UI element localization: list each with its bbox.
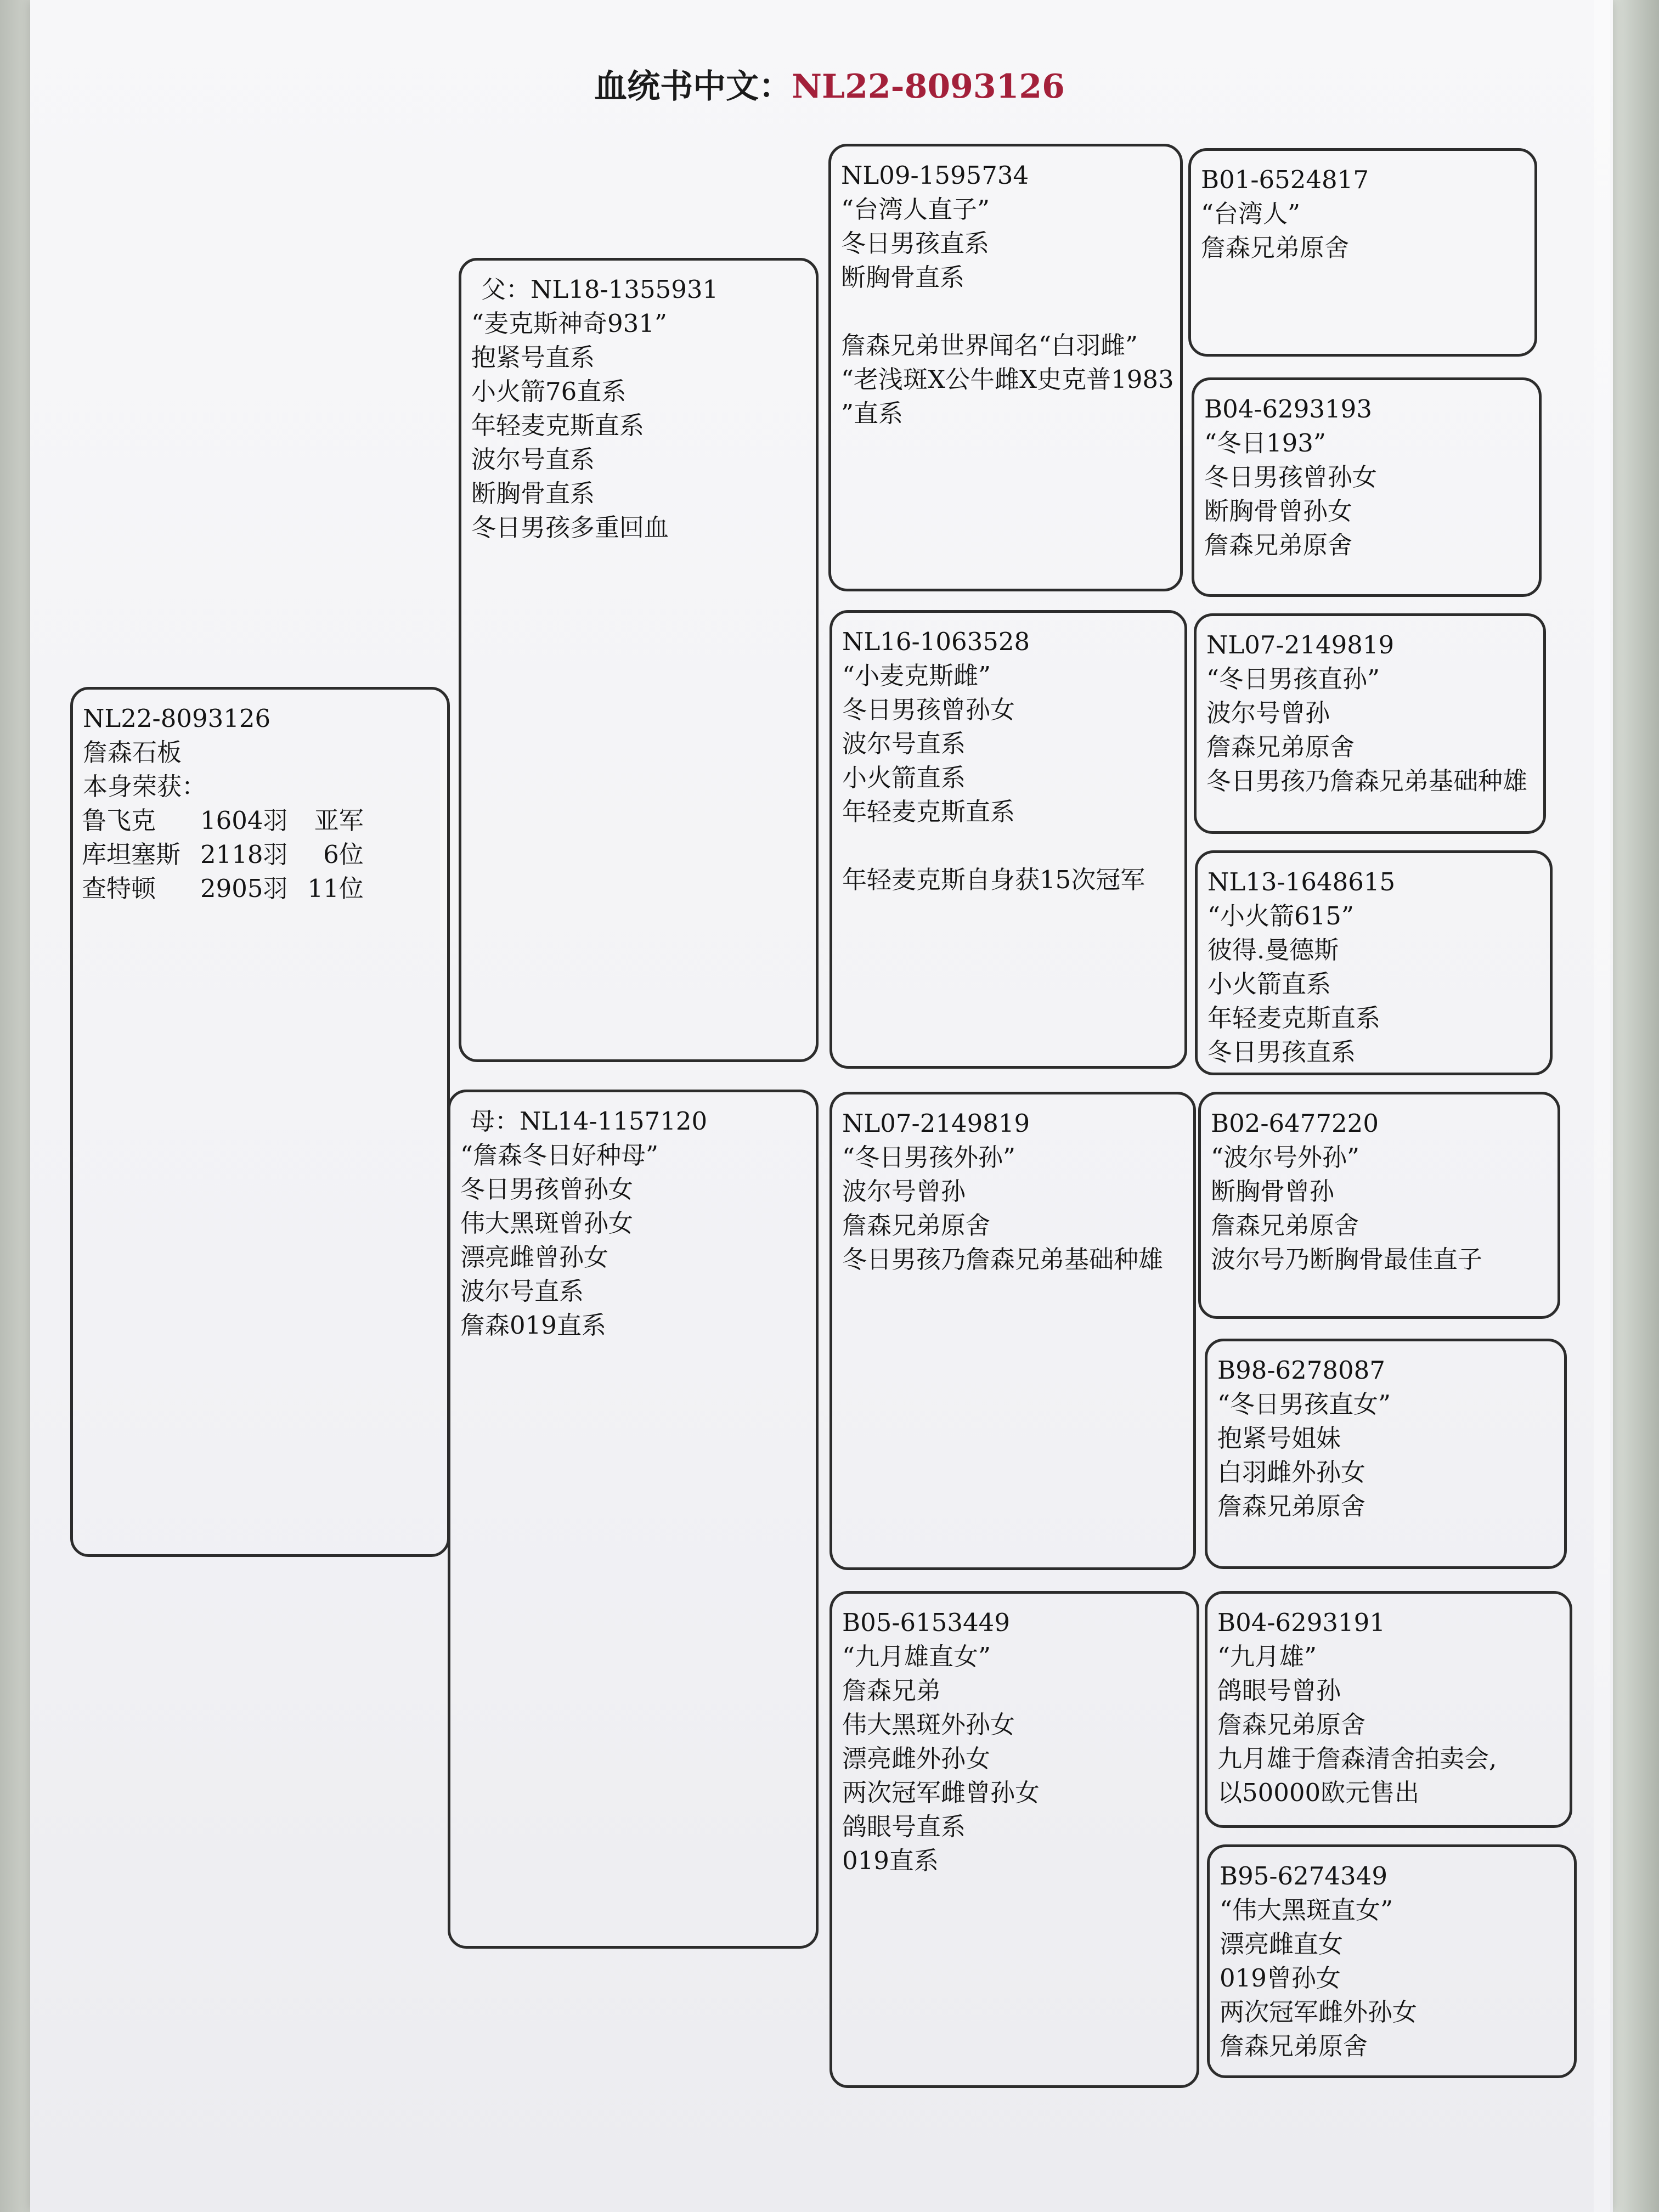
subject-card: [70, 687, 450, 1557]
plastic-sleeve-edge: [1594, 0, 1610, 2212]
detail-line: 詹森兄弟原舍: [1204, 531, 1353, 560]
dss-details: [1211, 1141, 1548, 1277]
detail-line: “詹森冬日好种母”: [460, 1141, 659, 1170]
detail-line: 波尔号曾孙: [842, 1177, 966, 1206]
sds-details: [1206, 662, 1533, 798]
detail-line: “小麦克斯雌”: [842, 661, 991, 690]
title-label: 血统书中文：: [594, 67, 792, 106]
detail-line: 冬日男孩直系: [1207, 1037, 1356, 1066]
detail-line: 詹森兄弟原舍: [1217, 1710, 1366, 1739]
dam-ring: 母：NL14-1157120: [470, 1107, 708, 1136]
sss-details: [1201, 197, 1525, 265]
detail-line: “麦克斯神奇931”: [471, 309, 667, 338]
dam-dam-card: [830, 1591, 1199, 2088]
honors-birds: 2905羽: [200, 874, 288, 903]
detail-line: 詹森兄弟世界闻名“白羽雌”: [841, 331, 1138, 360]
sire-dam-ring: NL16-1063528: [842, 627, 1030, 656]
detail-line: 波尔号直系: [471, 445, 595, 474]
honors-birds: 2118羽: [200, 840, 288, 869]
detail-line: 019曾孙女: [1220, 1963, 1341, 1993]
sire-dam-sire-card: [1194, 613, 1546, 834]
dam-details: [460, 1138, 806, 1342]
detail-line: 小火箭直系: [842, 763, 966, 792]
detail-line: 波尔号直系: [842, 729, 966, 758]
sire-sire-sire-card: [1188, 148, 1537, 357]
detail-line: “冬日男孩外孙”: [842, 1143, 1016, 1172]
detail-line: 019直系: [842, 1846, 939, 1875]
sire-dam-card: [830, 610, 1187, 1069]
dam-sire-dam-card: [1205, 1339, 1567, 1569]
detail-line: [842, 829, 1175, 863]
detail-line: 冬日男孩曾孙女: [1204, 462, 1378, 492]
title-ring-number: NL22-8093126: [792, 67, 1065, 106]
sire-details: [471, 307, 806, 545]
detail-line: 年轻麦克斯自身获15次冠军: [842, 865, 1146, 894]
sire-sire-card: [828, 144, 1183, 591]
sire-card: [459, 258, 819, 1062]
detail-line: 冬日男孩曾孙女: [842, 695, 1015, 724]
honors-rank: 亚军: [314, 806, 364, 835]
desk-background-right: [1607, 0, 1659, 2212]
dam-sire-sire-card: [1198, 1092, 1560, 1319]
honors-race: 库坦塞斯: [82, 840, 181, 869]
dam-sire-card: [830, 1092, 1196, 1570]
detail-line: “波尔号外孙”: [1211, 1143, 1360, 1172]
sire-sire-ring: NL09-1595734: [841, 161, 1029, 190]
sire-sire-dam-card: [1192, 377, 1542, 597]
dsd-details: [1217, 1387, 1554, 1523]
detail-line: 抱紧号姐妹: [1217, 1424, 1341, 1453]
sire-sire-details: [841, 193, 1174, 431]
detail-line: 漂亮雌曾孙女: [460, 1243, 609, 1272]
honors-row: [82, 804, 364, 838]
sire-ring: 父：NL18-1355931: [481, 275, 719, 304]
detail-line: ”直系: [841, 399, 904, 428]
detail-line: 鸽眼号曾孙: [1217, 1676, 1341, 1705]
detail-line: 小火箭76直系: [471, 377, 627, 406]
detail-line: “冬日193”: [1204, 428, 1326, 458]
dam-sire-ring: NL07-2149819: [842, 1109, 1030, 1138]
detail-line: “台湾人直子”: [841, 195, 990, 224]
sds-ring: NL07-2149819: [1206, 630, 1395, 659]
detail-line: 九月雄于詹森清舍拍卖会,: [1217, 1744, 1497, 1773]
dsd-ring: B98-6278087: [1217, 1356, 1385, 1385]
detail-line: 詹森兄弟原舍: [1201, 233, 1350, 262]
detail-line: “老浅斑X公牛雌X史克普1983: [841, 365, 1174, 394]
sire-dam-dam-card: [1195, 850, 1553, 1075]
dam-dam-sire-card: [1205, 1591, 1572, 1828]
honors-row: [82, 838, 364, 872]
detail-line: 断胸骨直系: [841, 263, 965, 292]
dam-dam-ring: B05-6153449: [842, 1608, 1010, 1637]
detail-line: 白羽雌外孙女: [1217, 1458, 1366, 1487]
detail-line: 小火箭直系: [1207, 969, 1331, 998]
detail-line: 断胸骨曾孙女: [1204, 496, 1353, 526]
honors-row: [82, 872, 364, 906]
detail-line: 断胸骨直系: [471, 479, 595, 508]
dss-ring: B02-6477220: [1211, 1109, 1379, 1138]
detail-line: 漂亮雌直女: [1220, 1929, 1344, 1959]
detail-line: 波尔号直系: [460, 1277, 584, 1306]
detail-line: 漂亮雌外孙女: [842, 1744, 991, 1773]
detail-line: 两次冠军雌曾孙女: [842, 1778, 1040, 1807]
detail-line: 以50000欧元售出: [1217, 1778, 1420, 1807]
detail-line: 詹森兄弟原舍: [1220, 2032, 1368, 2061]
detail-line: 詹森兄弟原舍: [1211, 1211, 1359, 1240]
ssd-details: [1204, 426, 1529, 562]
detail-line: 冬日男孩乃詹森兄弟基础种雄: [1206, 766, 1528, 795]
subject-ring: NL22-8093126: [83, 704, 271, 733]
detail-line: 彼得.曼德斯: [1207, 935, 1339, 964]
detail-line: 詹森兄弟原舍: [1206, 732, 1355, 761]
dam-sire-details: [842, 1141, 1183, 1277]
detail-line: “台湾人”: [1201, 199, 1301, 228]
honors-table: [82, 804, 364, 906]
detail-line: 伟大黑斑曾孙女: [460, 1209, 634, 1238]
dam-dam-dam-card: [1207, 1844, 1577, 2078]
sdd-ring: NL13-1648615: [1207, 867, 1396, 896]
dam-dam-details: [842, 1640, 1187, 1878]
sss-ring: B01-6524817: [1201, 165, 1369, 194]
detail-line: 年轻麦克斯直系: [471, 411, 645, 440]
ddd-details: [1220, 1893, 1564, 2063]
detail-line: 年轻麦克斯直系: [1207, 1003, 1381, 1032]
honors-race: 查特顿: [82, 874, 156, 903]
detail-line: 詹森兄弟原舍: [1217, 1492, 1366, 1521]
honors-rank: 6位: [323, 840, 364, 869]
detail-line: “九月雄直女”: [842, 1642, 991, 1671]
page-title: [0, 60, 1659, 108]
dds-details: [1217, 1640, 1560, 1810]
detail-line: 冬日男孩乃詹森兄弟基础种雄: [842, 1245, 1164, 1274]
detail-line: 年轻麦克斯直系: [842, 797, 1015, 826]
detail-line: 断胸骨曾孙: [1211, 1177, 1335, 1206]
detail-line: “九月雄”: [1217, 1642, 1317, 1671]
detail-line: “冬日男孩直女”: [1217, 1390, 1391, 1419]
detail-line: 詹森兄弟: [842, 1676, 941, 1705]
detail-line: 鸽眼号直系: [842, 1812, 966, 1841]
detail-line: “伟大黑斑直女”: [1220, 1895, 1393, 1925]
subject-name: 詹森石板: [83, 738, 182, 767]
detail-line: 抱紧号直系: [471, 343, 595, 372]
detail-line: 波尔号曾孙: [1206, 698, 1330, 727]
detail-line: 詹森兄弟原舍: [842, 1211, 991, 1240]
ddd-ring: B95-6274349: [1220, 1861, 1387, 1891]
detail-line: 两次冠军雌外孙女: [1220, 1997, 1418, 2027]
dds-ring: B04-6293191: [1217, 1608, 1385, 1637]
detail-line: [841, 295, 1170, 329]
sire-dam-details: [842, 659, 1175, 897]
detail-line: 詹森019直系: [460, 1311, 606, 1340]
ssd-ring: B04-6293193: [1204, 394, 1372, 424]
sdd-details: [1207, 899, 1540, 1069]
honors-rank: 11位: [307, 874, 364, 903]
dam-card: [448, 1090, 819, 1949]
detail-line: 冬日男孩多重回血: [471, 513, 669, 542]
detail-line: “小火箭615”: [1207, 901, 1354, 930]
subject-honors-label: 本身荣获：: [83, 772, 207, 801]
detail-line: 波尔号乃断胸骨最佳直子: [1211, 1245, 1483, 1274]
honors-birds: 1604羽: [200, 806, 288, 835]
honors-race: 鲁飞克: [82, 806, 156, 835]
detail-line: 冬日男孩直系: [841, 229, 990, 258]
detail-line: 冬日男孩曾孙女: [460, 1175, 634, 1204]
detail-line: 伟大黑斑外孙女: [842, 1710, 1015, 1739]
detail-line: “冬日男孩直孙”: [1206, 664, 1380, 693]
